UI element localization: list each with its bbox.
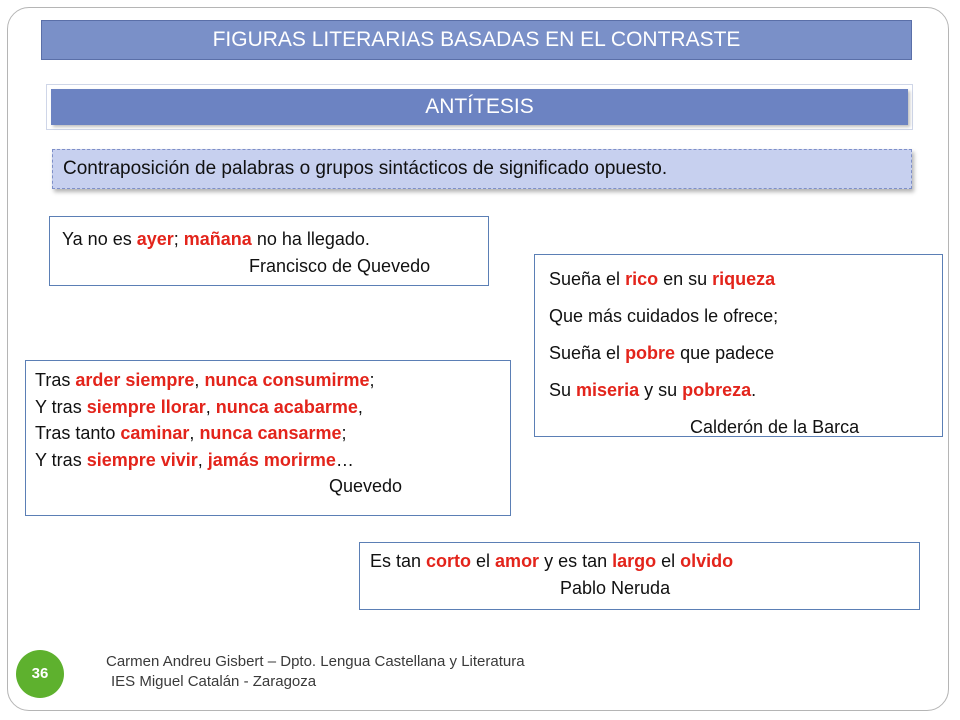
verse-text: Su	[549, 380, 577, 400]
verse-text: Es tan	[370, 551, 427, 571]
highlighted-word: pobreza	[682, 380, 752, 400]
highlighted-word: mañana	[183, 229, 252, 249]
verse-text: ,	[194, 370, 205, 390]
highlighted-word: riqueza	[712, 269, 776, 289]
verse-text: Tras	[35, 370, 76, 390]
verse-text: .	[751, 380, 757, 400]
verse-text: Que más cuidados le ofrece;	[549, 306, 779, 326]
verse-text: el	[471, 551, 496, 571]
highlighted-word: nunca consumirme	[204, 370, 370, 390]
author: Calderón de la Barca	[690, 417, 860, 437]
verse-line	[35, 367, 510, 394]
verse-text: Ya no es	[62, 229, 137, 249]
verse-line	[62, 226, 488, 253]
highlighted-word: caminar	[120, 423, 190, 443]
highlighted-word: largo	[612, 551, 657, 571]
verse-text: el	[656, 551, 681, 571]
verse-text: ,	[197, 449, 208, 470]
highlighted-word: rico	[625, 269, 659, 289]
verse-line	[549, 261, 942, 298]
verse-text: Y tras	[35, 396, 87, 417]
footer-institution: IES Miguel Catalán - Zaragoza	[111, 673, 317, 690]
author: Pablo Neruda	[560, 577, 671, 598]
verse-text: ,	[205, 396, 216, 417]
verse-text: Tras tanto	[35, 423, 121, 443]
verse-text: Sueña el	[549, 343, 626, 363]
verse-line	[549, 298, 942, 335]
verse-line	[549, 372, 942, 409]
verse-text: …	[335, 449, 354, 470]
example-box-quevedo-2	[25, 360, 511, 516]
verse-text: y su	[639, 380, 683, 400]
example-box-quevedo-1	[49, 216, 489, 286]
footer-author: Carmen Andreu Gisbert – Dpto. Lengua Castellana y Literatura	[106, 653, 525, 670]
slide-title: FIGURAS LITERARIAS BASADAS EN EL CONTRASTE	[41, 20, 912, 60]
slide-number-badge: 36	[16, 650, 64, 698]
verse-line	[35, 420, 510, 447]
author: Francisco de Quevedo	[249, 256, 431, 276]
verse-line	[35, 447, 510, 474]
verse-text: ;	[341, 423, 347, 443]
highlighted-word: ayer	[136, 229, 174, 249]
verse-text: ,	[357, 396, 363, 417]
highlighted-word: arder siempre	[75, 370, 195, 390]
highlighted-word: corto	[426, 551, 472, 571]
verse-text: que padece	[675, 343, 775, 363]
example-box-neruda	[359, 542, 920, 610]
verse-text: Y tras	[35, 449, 87, 470]
footer	[106, 652, 525, 692]
highlighted-word: jamás morirme	[207, 449, 336, 470]
highlighted-word: nunca acabarme	[215, 396, 358, 417]
highlighted-word: amor	[495, 551, 540, 571]
verse-line	[370, 548, 919, 575]
highlighted-word: siempre llorar	[86, 396, 206, 417]
verse-text: y es tan	[539, 551, 613, 571]
subtitle-frame	[46, 84, 913, 130]
highlighted-word: miseria	[576, 380, 640, 400]
subtitle: ANTÍTESIS	[51, 89, 908, 125]
verse-text: ;	[369, 370, 375, 390]
highlighted-word: olvido	[680, 551, 734, 571]
highlighted-word: pobre	[625, 343, 676, 363]
highlighted-word: nunca cansarme	[199, 423, 342, 443]
verse-text: ,	[189, 423, 200, 443]
definition-text: Contraposición de palabras o grupos sintácticos de significado opuesto.	[52, 149, 912, 189]
verse-text: en su	[658, 269, 713, 289]
verse-text: no ha llegado.	[251, 229, 370, 249]
verse-text: ;	[173, 229, 184, 249]
highlighted-word: siempre vivir	[86, 449, 198, 470]
example-box-calderon	[534, 254, 943, 437]
verse-line	[549, 335, 942, 372]
verse-line	[35, 394, 510, 421]
author: Quevedo	[329, 476, 403, 496]
verse-text: Sueña el	[549, 269, 626, 289]
